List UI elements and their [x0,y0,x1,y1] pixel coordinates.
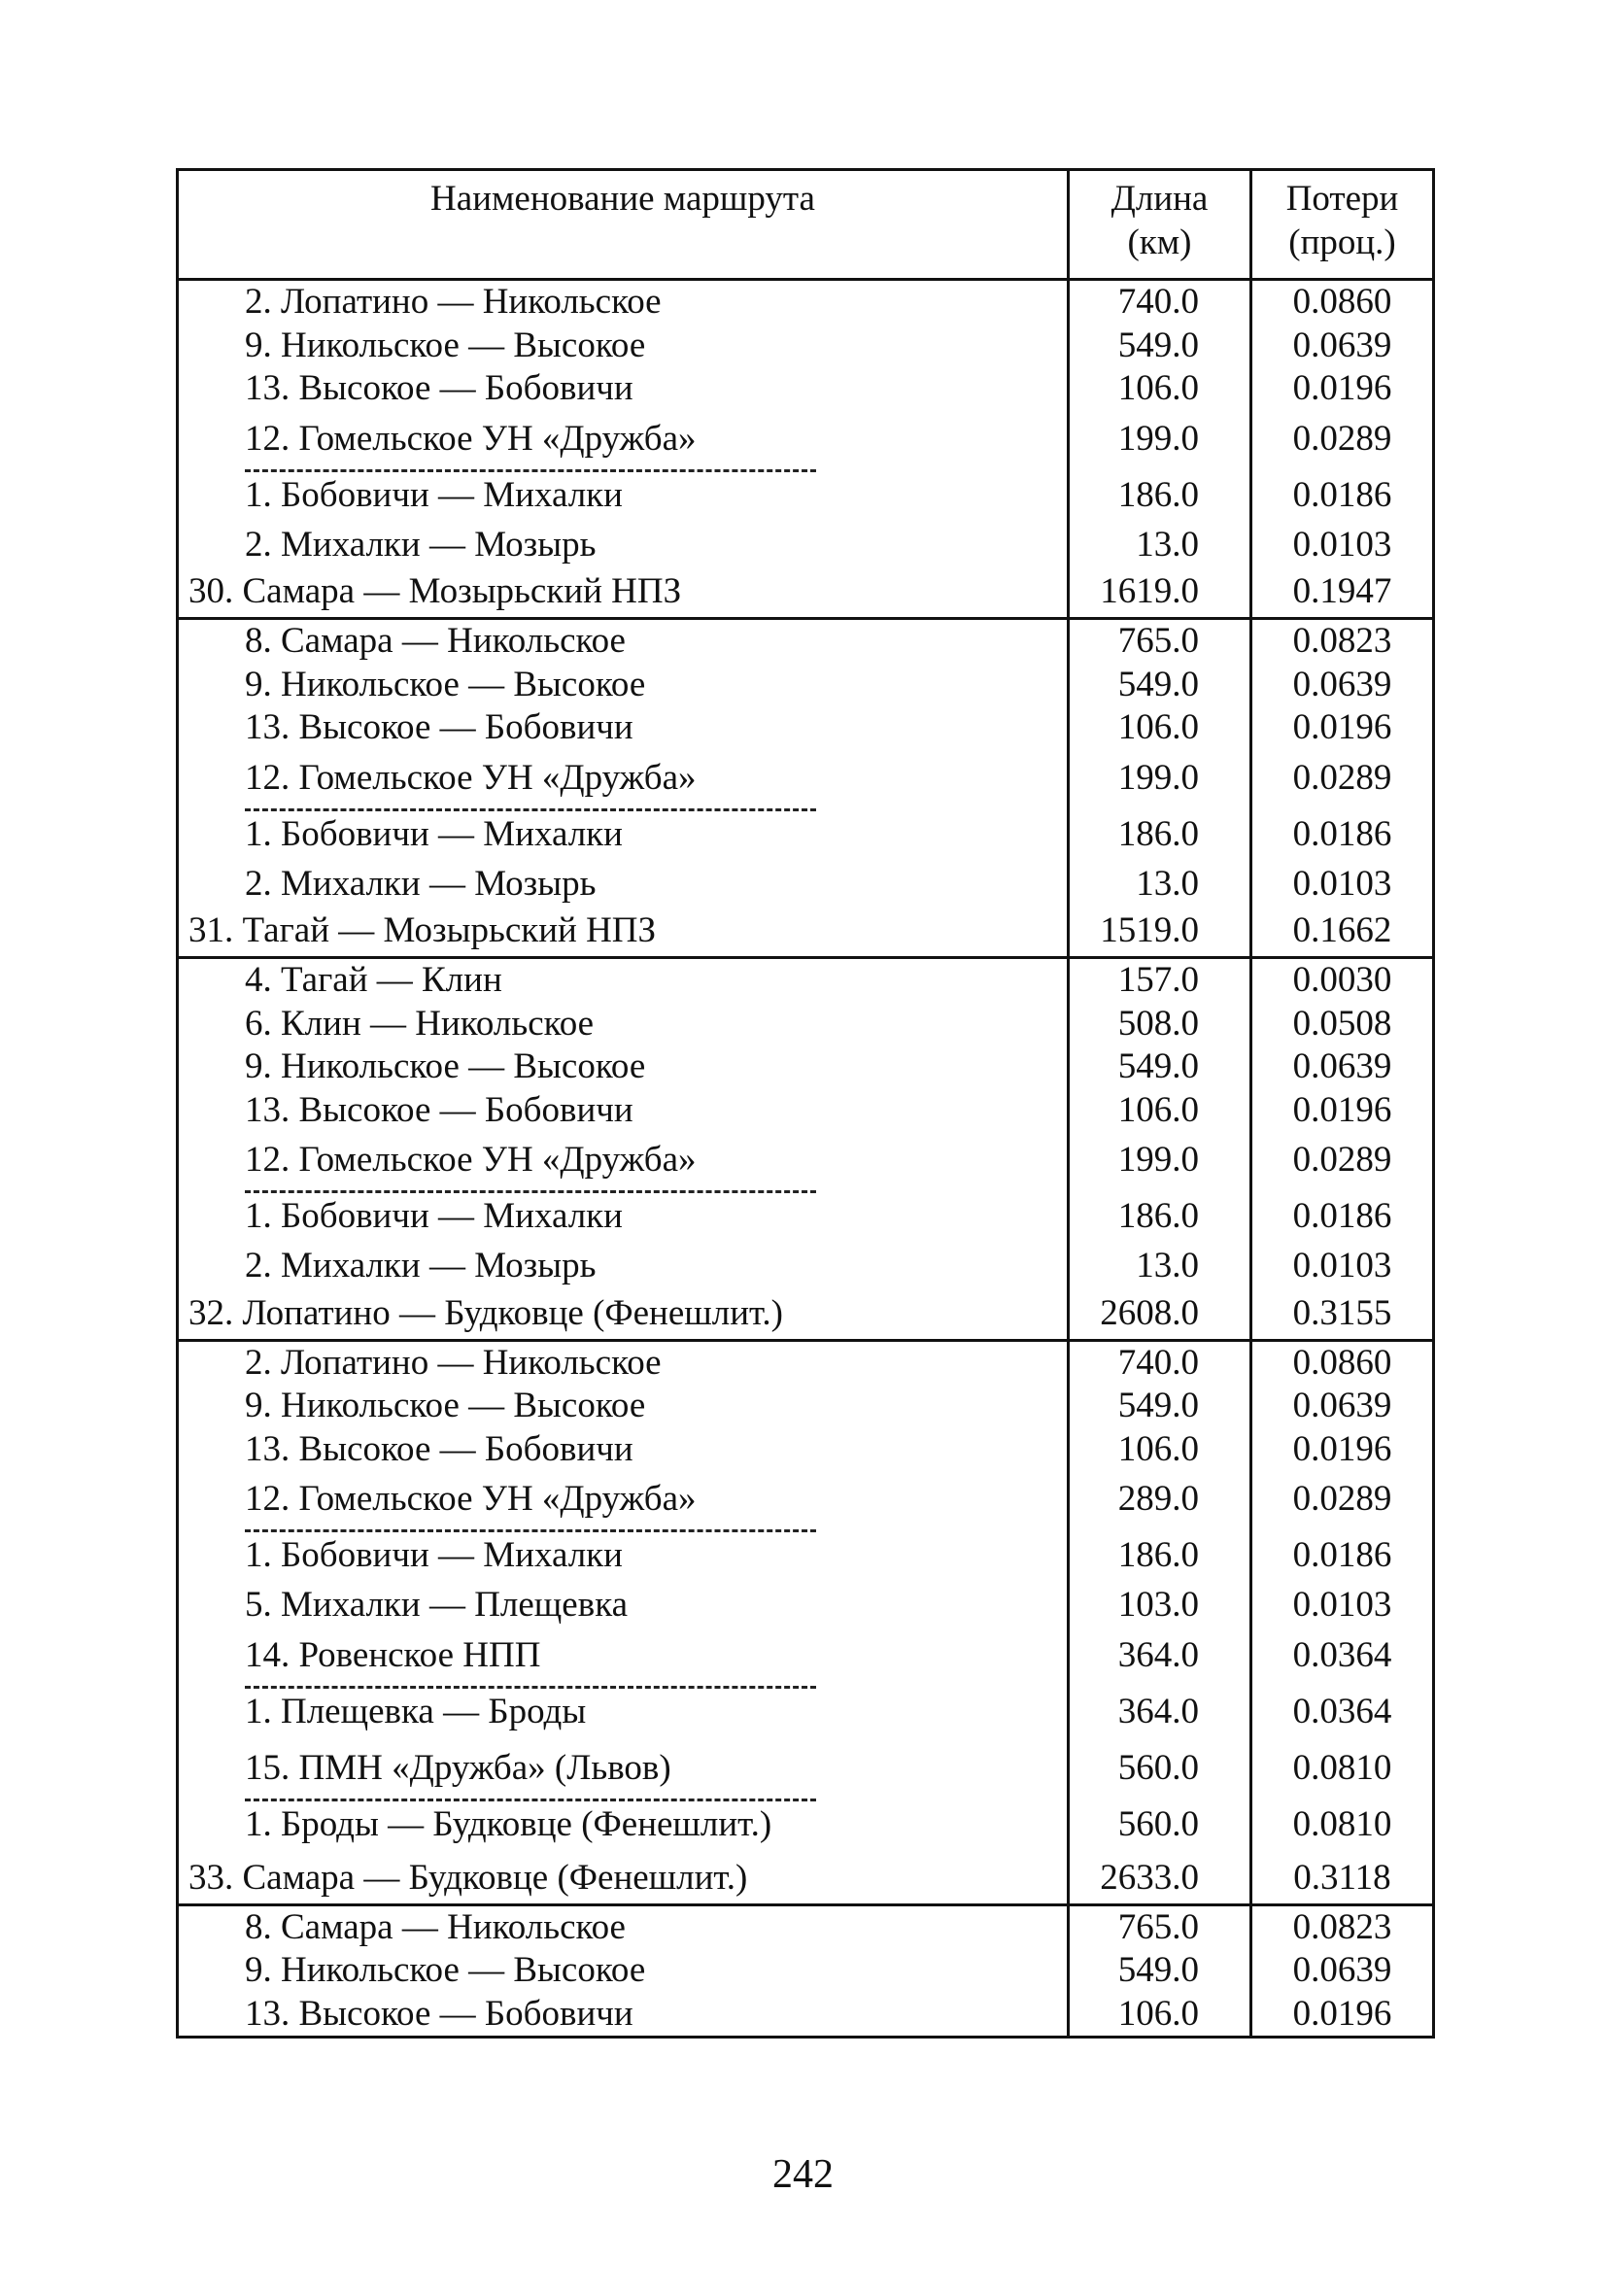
loss-cell: 0.0639 [1251,1045,1434,1089]
route-name-cell [178,1993,1069,2038]
loss-cell: 0.0810 [1251,1740,1434,1797]
route-name-cell [178,1628,1069,1684]
loss-cell: 0.0823 [1251,1904,1434,1949]
table-row [178,1188,1434,1245]
loss-cell: 0.0639 [1251,1949,1434,1993]
route-name: 9. Никольское — Высокое [245,1386,646,1425]
loss-cell: 0.0289 [1251,1132,1434,1188]
length-cell: 2608.0 [1069,1288,1251,1341]
route-name-cell [178,1340,1069,1385]
table-row [178,750,1434,806]
loss-cell: 0.0639 [1251,1385,1434,1428]
loss-cell: 0.1662 [1251,906,1434,958]
length-cell: 186.0 [1069,1188,1251,1245]
length-cell: 765.0 [1069,619,1251,664]
route-name-cell [178,706,1069,750]
route-name: 1. Бобовичи — Михалки [245,1196,623,1236]
route-name-cell [178,1853,1069,1905]
route-name: 8. Самара — Никольское [245,1906,626,1947]
route-name-cell [178,1428,1069,1472]
length-cell: 157.0 [1069,958,1251,1003]
route-name: 1. Броды — Будковце (Фенешлит.) [245,1803,772,1844]
length-cell: 106.0 [1069,1428,1251,1472]
length-cell: 106.0 [1069,1993,1251,2038]
length-cell: 1619.0 [1069,566,1251,619]
route-name-cell [178,1471,1069,1527]
route-name-cell [178,1904,1069,1949]
route-name: 2. Михалки — Мозырь [245,863,597,904]
route-name-cell [178,467,1069,524]
table-row [178,706,1434,750]
route-total-row [178,1288,1434,1341]
route-name: 5. Михалки — Плещевка [245,1585,629,1625]
route-name-cell [178,1003,1069,1046]
loss-cell: 0.0103 [1251,1584,1434,1628]
route-name-cell [178,1188,1069,1245]
route-total-row [178,906,1434,958]
route-name: 14. Ровенское НПП [245,1634,541,1675]
table-row [178,1949,1434,1993]
loss-cell: 0.0860 [1251,1340,1434,1385]
loss-cell: 0.0364 [1251,1684,1434,1740]
table-row [178,1740,1434,1797]
loss-cell: 0.0186 [1251,806,1434,863]
length-cell: 549.0 [1069,1045,1251,1089]
route-name: 2. Лопатино — Никольское [245,282,662,322]
route-name-cell [178,1245,1069,1288]
route-name: 1. Бобовичи — Михалки [245,813,623,854]
route-name: 8. Самара — Никольское [245,621,626,661]
length-cell: 103.0 [1069,1584,1251,1628]
route-total-row [178,566,1434,619]
loss-cell: 0.0860 [1251,280,1434,325]
loss-cell: 0.0810 [1251,1797,1434,1853]
loss-cell: 0.0196 [1251,367,1434,411]
table-row [178,280,1434,325]
loss-cell: 0.0508 [1251,1003,1434,1046]
route-name: 1. Бобовичи — Михалки [245,1535,623,1575]
route-name: 15. ПМН «Дружба» (Львов) [245,1747,671,1788]
table-row [178,1527,1434,1584]
routes-table [176,168,1435,2039]
route-name: 33. Самара — Будковце (Фенешлит.) [188,1857,748,1898]
route-name: 9. Никольское — Высокое [245,325,646,365]
length-cell: 549.0 [1069,325,1251,368]
length-cell: 106.0 [1069,706,1251,750]
route-name: 31. Тагай — Мозырьский НПЗ [188,910,657,950]
route-name-cell [178,1288,1069,1341]
route-name: 13. Высокое — Бобовичи [245,707,633,747]
header-length: Длина (км) [1069,170,1251,280]
route-name-cell [178,1089,1069,1133]
route-name-cell [178,1132,1069,1188]
length-cell: 13.0 [1069,524,1251,567]
route-name-cell [178,1527,1069,1584]
length-cell: 549.0 [1069,664,1251,707]
route-name-cell [178,1740,1069,1797]
loss-cell: 0.3155 [1251,1288,1434,1341]
table-row [178,467,1434,524]
length-cell: 199.0 [1069,411,1251,467]
route-name: 1. Бобовичи — Михалки [245,474,623,515]
route-name-cell [178,1797,1069,1853]
table-row [178,1471,1434,1527]
route-name: 13. Высокое — Бобовичи [245,1428,633,1469]
route-name: 2. Михалки — Мозырь [245,1246,597,1285]
loss-cell: 0.0196 [1251,1993,1434,2038]
loss-cell: 0.0639 [1251,664,1434,707]
length-cell: 740.0 [1069,1340,1251,1385]
loss-cell: 0.0186 [1251,1188,1434,1245]
table-row [178,1428,1434,1472]
route-name-cell [178,367,1069,411]
loss-cell: 0.0103 [1251,863,1434,907]
length-cell: 549.0 [1069,1949,1251,1993]
loss-cell: 0.0030 [1251,958,1434,1003]
loss-cell: 0.1947 [1251,566,1434,619]
table-row [178,1089,1434,1133]
loss-cell: 0.0186 [1251,467,1434,524]
route-name: 13. Высокое — Бобовичи [245,1993,633,2034]
table-row [178,1340,1434,1385]
table-row [178,1584,1434,1628]
route-name-cell [178,863,1069,907]
table-row [178,1132,1434,1188]
loss-cell: 0.0639 [1251,325,1434,368]
loss-cell: 0.0103 [1251,524,1434,567]
page-number: 242 [772,2152,834,2197]
route-name-cell [178,1385,1069,1428]
loss-cell: 0.3118 [1251,1853,1434,1905]
header-loss: Потери (проц.) [1251,170,1434,280]
route-name-cell [178,1045,1069,1089]
route-name: 13. Высокое — Бобовичи [245,368,633,408]
route-name: 12. Гомельское УН «Дружба» [245,1140,697,1180]
route-name: 2. Михалки — Мозырь [245,524,597,565]
length-cell: 186.0 [1069,1527,1251,1584]
table-row [178,1628,1434,1684]
table-row [178,619,1434,664]
route-name-cell [178,325,1069,368]
route-name-cell [178,1584,1069,1628]
route-name-cell [178,906,1069,958]
length-cell: 765.0 [1069,1904,1251,1949]
header-row [178,170,1434,280]
table-row [178,367,1434,411]
table-row [178,664,1434,707]
table-row [178,1904,1434,1949]
route-name-cell [178,958,1069,1003]
table-row [178,1797,1434,1853]
route-name: 13. Высокое — Бобовичи [245,1089,633,1130]
table-row [178,1684,1434,1740]
route-name: 1. Плещевка — Броды [245,1691,587,1731]
route-name: 12. Гомельское УН «Дружба» [245,1479,697,1519]
length-cell: 13.0 [1069,1245,1251,1288]
length-cell: 106.0 [1069,367,1251,411]
table-row [178,1993,1434,2038]
loss-cell: 0.0289 [1251,411,1434,467]
route-name: 2. Лопатино — Никольское [245,1342,662,1383]
header-name: Наименование маршрута [178,170,1069,280]
loss-cell: 0.0103 [1251,1245,1434,1288]
route-name-cell [178,411,1069,467]
table-row [178,1385,1434,1428]
length-cell: 508.0 [1069,1003,1251,1046]
route-name-cell [178,524,1069,567]
table-row [178,1045,1434,1089]
length-cell: 1519.0 [1069,906,1251,958]
table-row [178,411,1434,467]
route-name: 12. Гомельское УН «Дружба» [245,418,697,459]
route-name: 12. Гомельское УН «Дружба» [245,757,697,798]
route-name-cell [178,280,1069,325]
loss-cell: 0.0186 [1251,1527,1434,1584]
route-name-cell [178,806,1069,863]
table-row [178,524,1434,567]
length-cell: 199.0 [1069,750,1251,806]
loss-cell: 0.0289 [1251,1471,1434,1527]
length-cell: 560.0 [1069,1740,1251,1797]
length-cell: 186.0 [1069,806,1251,863]
loss-cell: 0.0364 [1251,1628,1434,1684]
route-name-cell [178,566,1069,619]
route-name: 9. Никольское — Высокое [245,664,646,704]
length-cell: 364.0 [1069,1684,1251,1740]
length-cell: 560.0 [1069,1797,1251,1853]
route-name: 6. Клин — Никольское [245,1003,595,1044]
route-name-cell [178,619,1069,664]
route-name-cell [178,664,1069,707]
length-cell: 199.0 [1069,1132,1251,1188]
length-cell: 106.0 [1069,1089,1251,1133]
route-name: 30. Самара — Мозырьский НПЗ [188,571,682,611]
loss-cell: 0.0289 [1251,750,1434,806]
route-name-cell [178,1684,1069,1740]
table-row [178,806,1434,863]
length-cell: 740.0 [1069,280,1251,325]
length-cell: 549.0 [1069,1385,1251,1428]
table-row [178,325,1434,368]
length-cell: 186.0 [1069,467,1251,524]
length-cell: 13.0 [1069,863,1251,907]
table-row [178,958,1434,1003]
length-cell: 289.0 [1069,1471,1251,1527]
route-name-cell [178,1949,1069,1993]
route-total-row [178,1853,1434,1905]
loss-cell: 0.0196 [1251,1428,1434,1472]
route-name: 9. Никольское — Высокое [245,1950,646,1990]
route-name: 32. Лопатино — Будковце (Фенешлит.) [188,1292,783,1333]
loss-cell: 0.0196 [1251,706,1434,750]
loss-cell: 0.0823 [1251,619,1434,664]
table-row [178,1003,1434,1046]
route-name-cell [178,750,1069,806]
length-cell: 2633.0 [1069,1853,1251,1905]
length-cell: 364.0 [1069,1628,1251,1684]
route-name: 9. Никольское — Высокое [245,1046,646,1086]
table-row [178,863,1434,907]
table-row [178,1245,1434,1288]
loss-cell: 0.0196 [1251,1089,1434,1133]
route-name: 4. Тагай — Клин [245,960,502,1000]
